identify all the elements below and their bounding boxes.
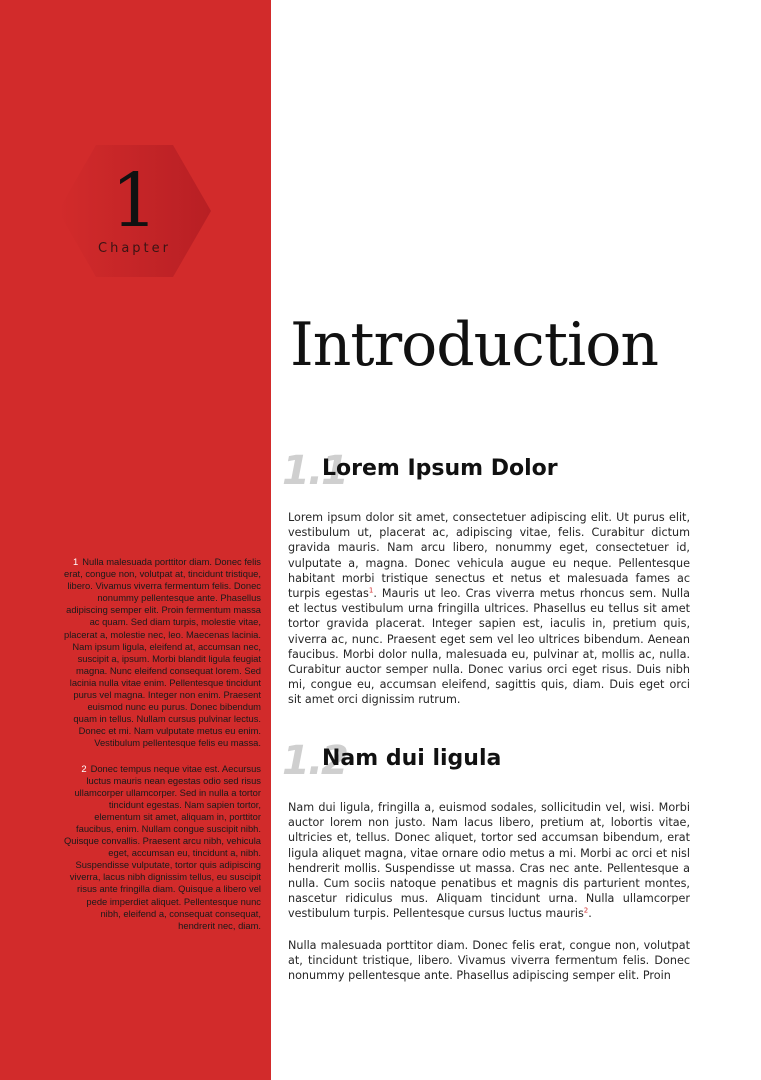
chapter-sidebar [0, 0, 271, 1080]
chapter-number: 1 [110, 158, 159, 244]
section-title: Nam dui ligula [322, 746, 502, 771]
chapter-title: Introduction [290, 310, 658, 380]
paragraph [288, 510, 690, 708]
section-1-2 [282, 738, 690, 999]
footnote [64, 763, 261, 932]
footnote-mark: 2 [81, 762, 87, 774]
paragraph-text: . [588, 907, 592, 921]
footnote-text: Nulla malesuada porttitor diam. Donec felis erat, congue non, volutpat at, tincidunt tristique, libero. Vivamus viverra fermentum felis. Donec nonummy pellentesque ante. Phasellus adipiscing semper elit. Proin fermentum massa ac quam. Sed diam turpis, molestie vitae, placerat a, molestie nec, leo. Maecenas lacinia. Nam ipsum ligula, eleifend at, accumsan nec, suscipit a, ipsum. Morbi blandit ligula feugiat magna. Nunc eleifend consequat lorem. Sed lacinia nulla vitae enim. Pellentesque tincidunt purus vel magna. Integer non enim. Praesent euismod nunc eu purus. Donec bibendum quam in tellus. Nullam cursus pulvinar lectus. Donec et mi. Nam vulputate metus eu enim. Vestibulum pellentesque felis eu massa. [64, 556, 261, 749]
section-heading [282, 738, 690, 788]
footnotes [64, 556, 261, 945]
footnote-text: Donec tempus neque vitae est. Aecursus luctus mauris nean egestas odio sed risus ullamcorper ullamcorper. Sed in nulla a tortor tincidunt egestas. Nam sapien tortor, elementum sit amet, aliquam in, porttitor faucibus, enim. Nullam congue suscipit nibh. Quisque convallis. Praesent arcu nibh, vehicula eget, accumsan eu, tincidunt a, nibh. Suspendisse vulputate, tortor quis adipiscing viverra, lacus nibh dignissim tellus, eu suscipit risus ante fringilla diam. Quisque a libero vel pede imperdiet aliquet. Pellentesque nunc nibh, eleifend a, consequat consequat, hendrerit nec, diam. [64, 762, 261, 931]
section-1-1 [282, 448, 690, 724]
paragraph-text: . Mauris ut leo. Cras viverra metus rhoncus sem. Nulla et lectus vestibulum urna fringilla ultrices. Phasellus eu tellus sit amet tortor gravida placerat. Integer sapien est, iaculis in, pretium quis, viverra ac, nunc. Praesent eget sem vel leo ultrices bibendum. Aenean faucibus. Morbi dolor nulla, malesuada eu, pulvinar at, mollis ac, nulla. Curabitur auctor semper nulla. Donec varius orci eget risus. Duis nibh mi, congue eu, accumsan eleifend, sagittis quis, diam. Duis eget orci sit amet orci dignissim rutrum. [288, 587, 690, 707]
chapter-label: Chapter [98, 241, 171, 256]
footnote-ref[interactable]: 2 [583, 906, 589, 915]
chapter-badge [58, 145, 211, 277]
paragraph-text: Lorem ipsum dolor sit amet, consectetuer adipiscing elit. Ut purus elit, vestibulum ut, placerat ac, adipiscing vitae, felis. Curabitur dictum gravida mauris. Nam arcu libero, nonummy eget, consectetuer id, vulputate a, magna. Donec vehicula augue eu neque. Pellentesque habitant morbi tristique senectus et netus et malesuada fames ac turpis egestas [288, 511, 690, 601]
footnote-ref[interactable]: 1 [368, 586, 374, 595]
section-number: 1.2 [282, 738, 347, 784]
section-title: Lorem Ipsum Dolor [322, 456, 558, 481]
footnote-mark: 1 [73, 556, 79, 567]
section-heading [282, 448, 690, 498]
paragraph-text: Nam dui ligula, fringilla a, euismod sodales, sollicitudin vel, wisi. Morbi auctor lorem non justo. Nam lacus libero, pretium at, lobortis vitae, ultricies et, tellus. Donec aliquet, tortor sed accumsan bibendum, erat ligula aliquet magna, vitae ornare odio metus a mi. Morbi ac orci et nisl hendrerit mollis. Suspendisse ut massa. Cras nec ante. Pellentesque a nulla. Cum sociis natoque penatibus et magnis dis parturient montes, nascetur ridiculus mus. Aliquam tincidunt urna. Nulla ullamcorper vestibulum turpis. Pellentesque cursus luctus mauris [288, 801, 690, 921]
paragraph: Nulla malesuada porttitor diam. Donec felis erat, congue non, volutpat at, tincidunt tristique, libero. Vivamus viverra fermentum felis. Donec nonummy pellentesque ante. Phasellus adipiscing semper elit. Proin [288, 938, 690, 983]
footnote [64, 556, 261, 750]
paragraph [288, 800, 690, 922]
section-number: 1.1 [282, 448, 347, 494]
